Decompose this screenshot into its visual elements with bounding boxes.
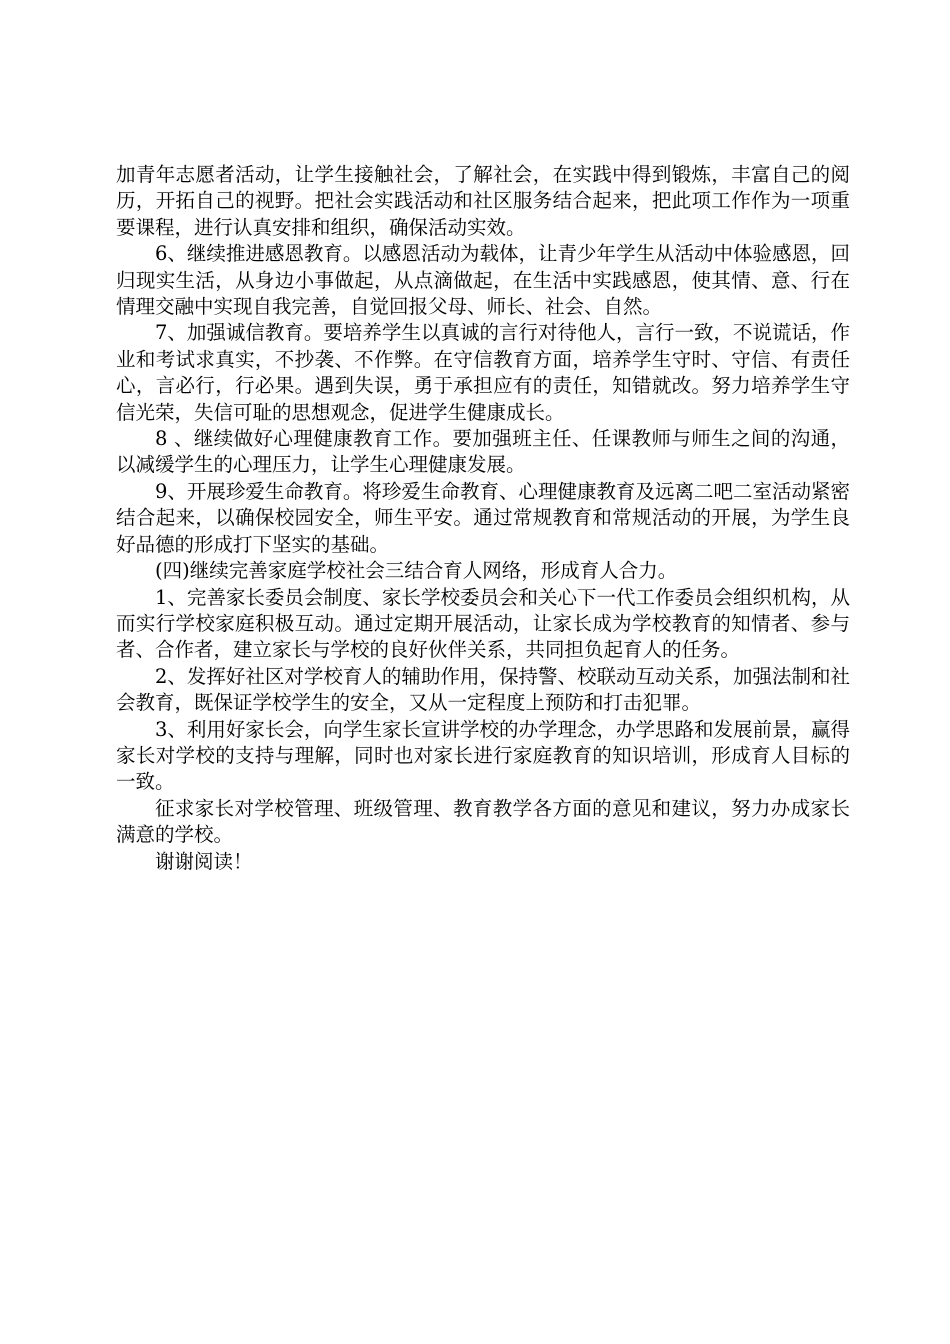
paragraph-thanks: 谢谢阅读！ <box>155 849 253 873</box>
document-body <box>116 162 850 875</box>
paragraph-integrity-education: 7、加强诚信教育。要培养学生以真诚的言行对待他人，言行一致，不说谎话，作业和考试求真实，不抄袭、不作弊。在守信教育方面，培养学生守时、守信、有责任心，言必行，行必果。遇到失误，勇于承担应有的责任，知错就改。努力培养学生守信光荣，失信可耻的思想观念，促进学生健康成长。 <box>116 321 850 424</box>
paragraph-parent-meeting: 3、利用好家长会，向学生家长宣讲学校的办学理念，办学思路和发展前景，赢得家长对学校的支持与理解，同时也对家长进行家庭教育的知识培训，形成育人目标的一致。 <box>116 717 850 794</box>
paragraph-volunteer-continuation: 加青年志愿者活动，让学生接触社会，了解社会，在实践中得到锻炼，丰富自己的阅历，开拓自己的视野。把社会实践活动和社区服务结合起来，把此项工作作为一项重要课程，进行认真安排和组织，确保活动实效。 <box>116 163 850 239</box>
paragraph-life-education: 9、开展珍爱生命教育。将珍爱生命教育、心理健康教育及远离二吧二室活动紧密结合起来，以确保校园安全，师生平安。通过常规教育和常规活动的开展，为学生良好品德的形成打下坚实的基础。 <box>116 479 850 556</box>
paragraph-solicit-opinions: 征求家长对学校管理、班级管理、教育教学各方面的意见和建议，努力办成家长满意的学校。 <box>116 796 850 847</box>
paragraph-community-role: 2、发挥好社区对学校育人的辅助作用，保持警、校联动互动关系，加强法制和社会教育，既保证学校学生的安全，又从一定程度上预防和打击犯罪。 <box>116 664 850 715</box>
paragraph-parent-committee: 1、完善家长委员会制度、家长学校委员会和关心下一代工作委员会组织机构，从而实行学校家庭积极互动。通过定期开展活动，让家长成为学校教育的知情者、参与者、合作者，建立家长与学校的良好伙伴关系，共同担负起育人的任务。 <box>116 585 850 662</box>
paragraph-gratitude-education: 6、继续推进感恩教育。以感恩活动为载体，让青少年学生从活动中体验感恩，回归现实生活，从身边小事做起，从点滴做起，在生活中实践感恩，使其情、意、行在情理交融中实现自我完善，自觉回报父母、师长、社会、自然。 <box>116 242 850 319</box>
section-heading-four: (四)继续完善家庭学校社会三结合育人网络，形成育人合力。 <box>155 559 678 583</box>
paragraph-mental-health: 8 、继续做好心理健康教育工作。要加强班主任、任课教师与师生之间的沟通，以减缓学生的心理压力，让学生心理健康发展。 <box>116 427 850 477</box>
